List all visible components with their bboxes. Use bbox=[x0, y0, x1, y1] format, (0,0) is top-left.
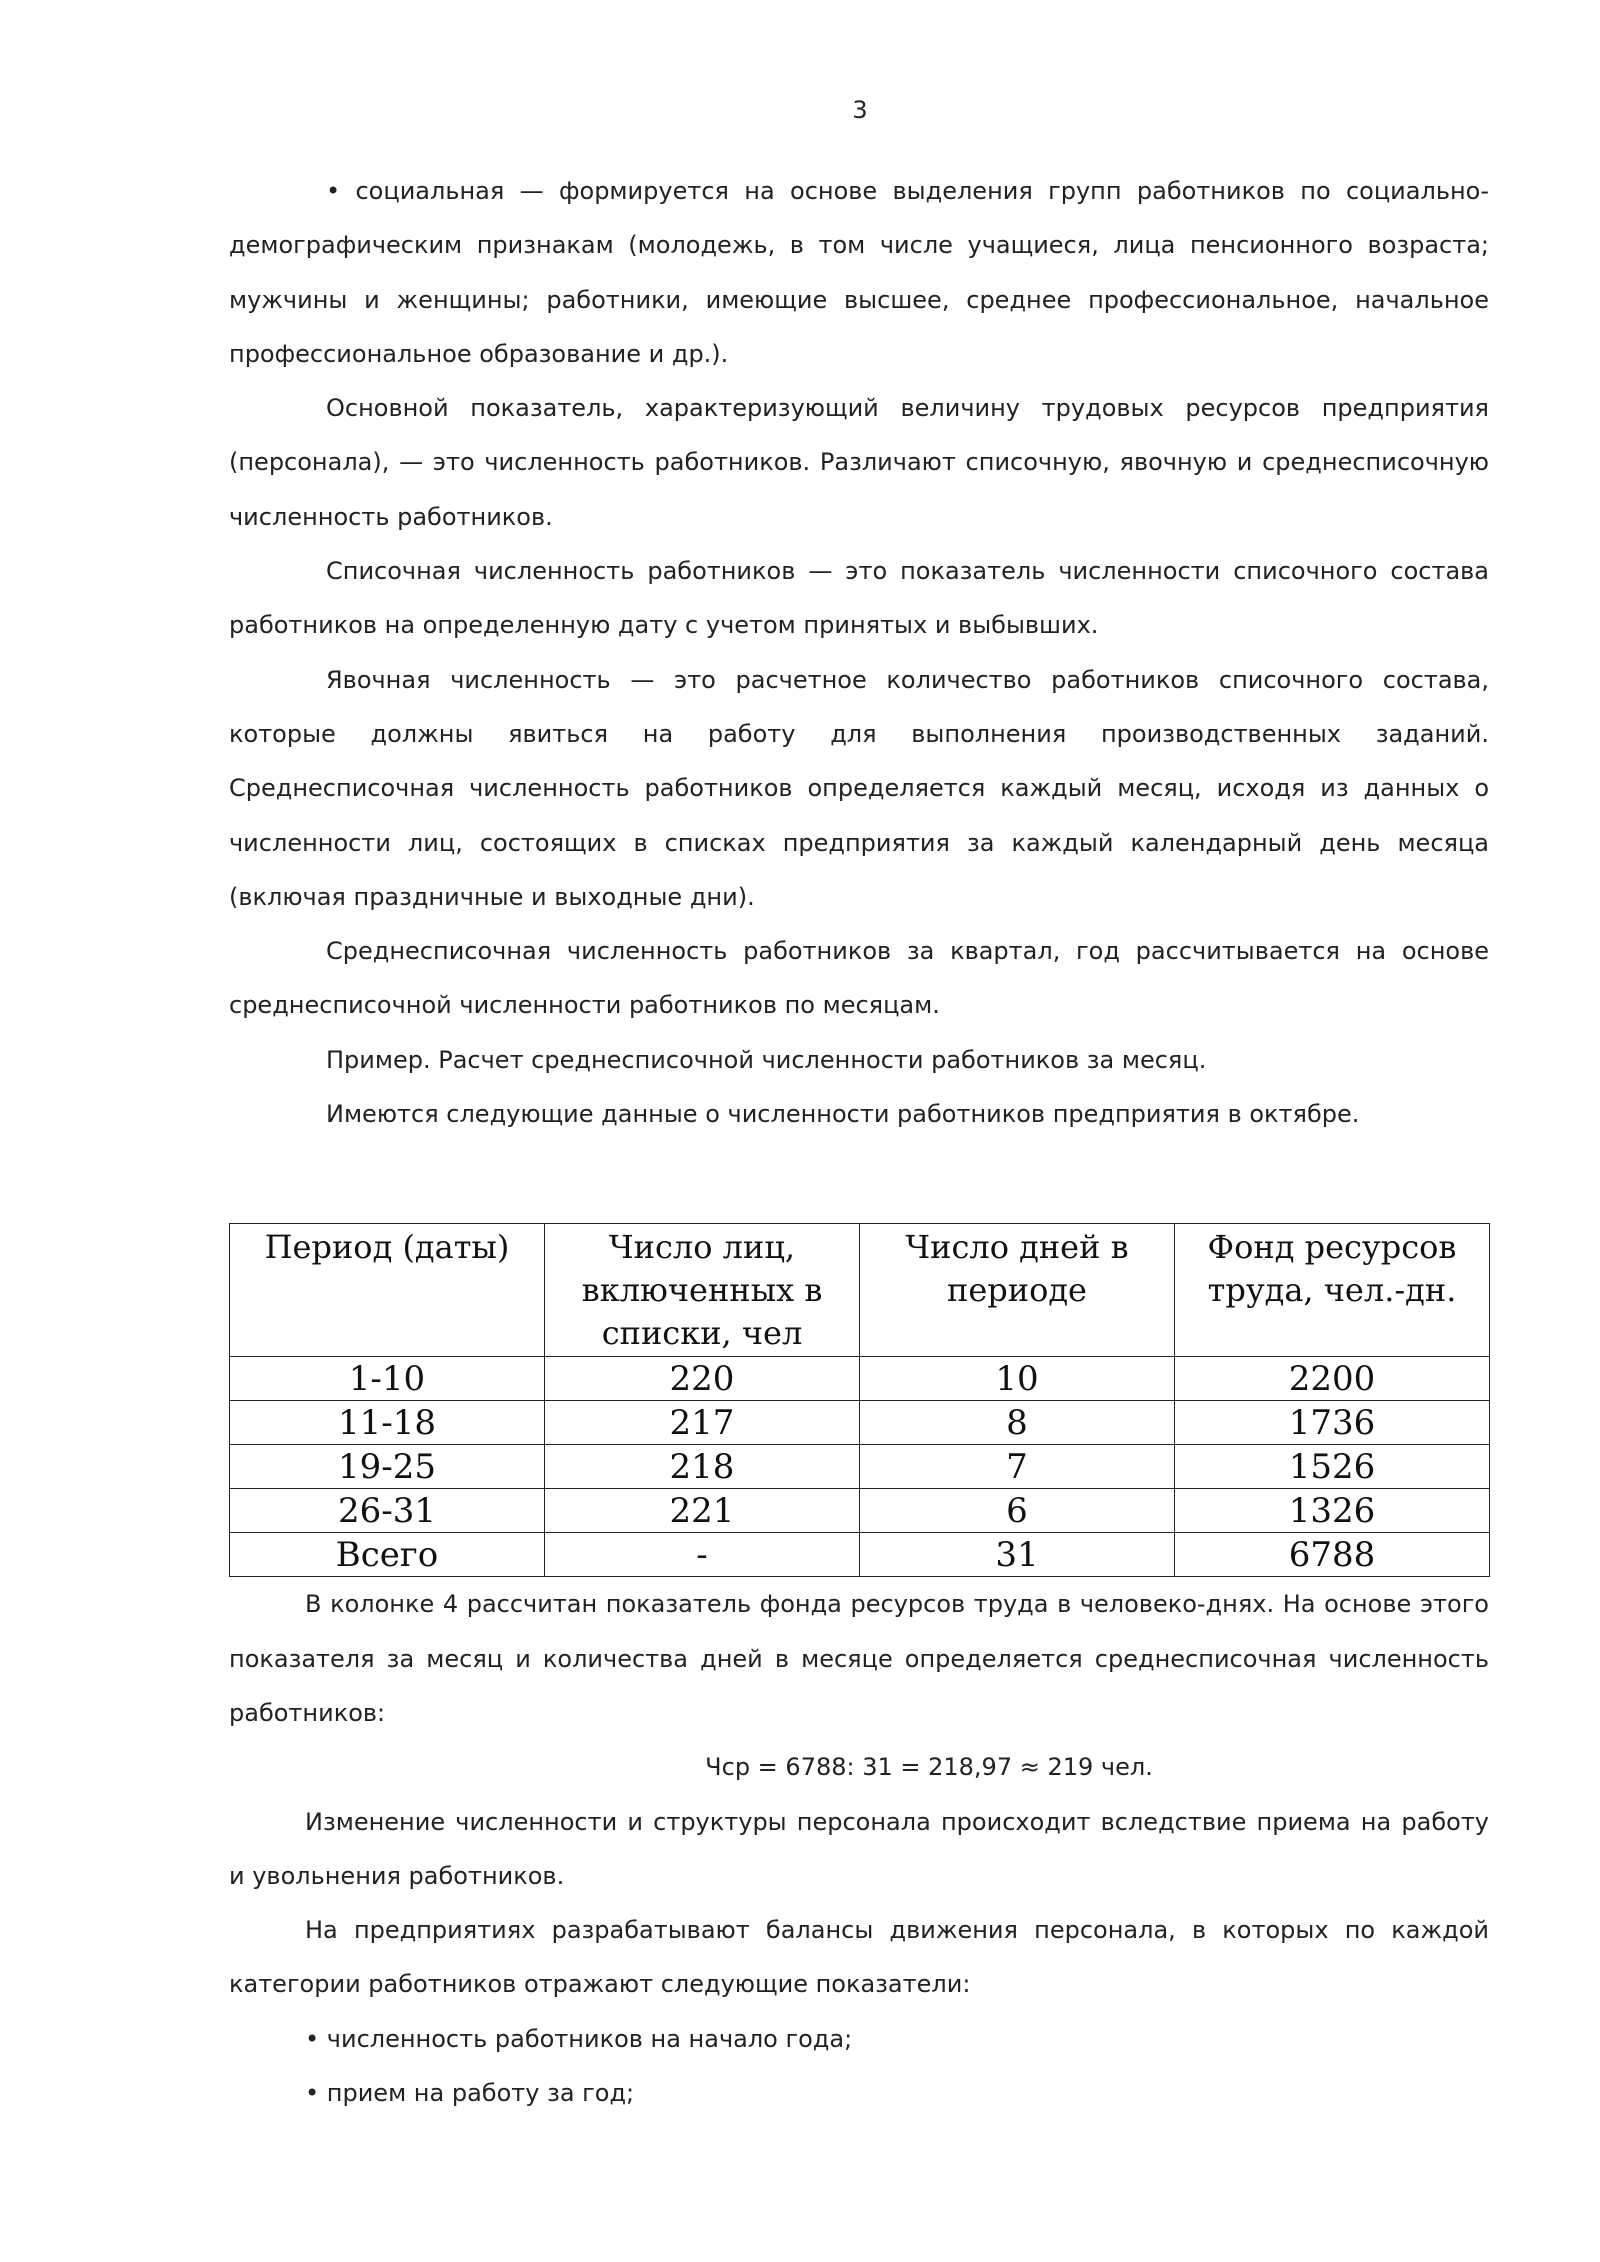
table-header-cell: Число лиц, включенных в списки, чел bbox=[545, 1224, 860, 1357]
table-cell: 1-10 bbox=[230, 1357, 545, 1401]
paragraph-example-intro: Имеются следующие данные о численности работников предприятия в октябре. bbox=[326, 1100, 1360, 1129]
table-row bbox=[230, 1357, 1490, 1401]
formula: Чср = 6788: 31 = 218,97 ≈ 219 чел. bbox=[705, 1753, 1153, 1782]
table-cell: 1526 bbox=[1175, 1445, 1490, 1489]
paragraph-staff-changes: Изменение численности и структуры персонала происходит вследствие приема на работу и увольнения работников. bbox=[229, 1807, 1489, 1890]
table-cell: 1736 bbox=[1175, 1401, 1490, 1445]
table-cell: 10 bbox=[860, 1357, 1175, 1401]
table-cell: 220 bbox=[545, 1357, 860, 1401]
bullet-item-hiring: • прием на работу за год; bbox=[305, 2079, 635, 2108]
table-row bbox=[230, 1401, 1490, 1445]
table-header-cell: Период (даты) bbox=[230, 1224, 545, 1357]
table-cell: 11-18 bbox=[230, 1401, 545, 1445]
document-body bbox=[229, 164, 1489, 2120]
table-cell: - bbox=[545, 1533, 860, 1577]
table-row bbox=[230, 1489, 1490, 1533]
table-row bbox=[230, 1445, 1490, 1489]
table-cell: 26-31 bbox=[230, 1489, 545, 1533]
table-cell: 221 bbox=[545, 1489, 860, 1533]
spacer bbox=[229, 1141, 1489, 1223]
table-cell: 6788 bbox=[1175, 1533, 1490, 1577]
table-total-row bbox=[230, 1533, 1490, 1577]
paragraph-column-four: В колонке 4 рассчитан показатель фонда ресурсов труда в человеко-днях. На основе этого показателя за месяц и количества дней в месяце определяется среднесписочная численность работников: bbox=[229, 1590, 1489, 1727]
table-cell: Всего bbox=[230, 1533, 545, 1577]
paragraph-list-headcount: Списочная численность работников — это показатель численности списочного состава работников на определенную дату с учетом принятых и выбывших. bbox=[229, 557, 1489, 640]
bullet-item-start-headcount: • численность работников на начало года; bbox=[305, 2024, 853, 2053]
page-number: 3 bbox=[852, 96, 868, 124]
paragraph-attendance-headcount: Явочная численность — это расчетное количество работников списочного состава, которые должны явиться на работу для выполнения производственных заданий. Среднесписочная численность работников определяется каждый месяц, исходя из данных о численности лиц, состоящих в списках предприятия за каждый календарный день месяца (включая праздничные и выходные дни). bbox=[229, 665, 1489, 911]
table-cell: 218 bbox=[545, 1445, 860, 1489]
table-cell: 7 bbox=[860, 1445, 1175, 1489]
table-cell: 19-25 bbox=[230, 1445, 545, 1489]
paragraph-main-indicator: Основной показатель, характеризующий величину трудовых ресурсов предприятия (персонала), — это численность работников. Различают списочную, явочную и среднесписочную численность работников. bbox=[229, 394, 1489, 531]
paragraph-average-quarter: Среднесписочная численность работников за квартал, год рассчитывается на основе среднесписочной численности работников по месяцам. bbox=[229, 937, 1489, 1020]
table-header-cell: Фонд ресурсов труда, чел.-дн. bbox=[1175, 1224, 1490, 1357]
table-cell: 2200 bbox=[1175, 1357, 1490, 1401]
paragraph-example-title: Пример. Расчет среднесписочной численности работников за месяц. bbox=[326, 1045, 1207, 1074]
paragraph-social-structure: • социальная — формируется на основе выделения групп работников по социально-демографическим признакам (молодежь, в том числе учащиеся, лица пенсионного возраста; мужчины и женщины; работники, имеющие высшее, среднее профессиональное, начальное профессиональное образование и др.). bbox=[229, 177, 1489, 368]
table-header-cell: Число дней в периоде bbox=[860, 1224, 1175, 1357]
headcount-table bbox=[229, 1223, 1490, 1577]
table-cell: 217 bbox=[545, 1401, 860, 1445]
table-cell: 6 bbox=[860, 1489, 1175, 1533]
table-cell: 8 bbox=[860, 1401, 1175, 1445]
table-header-row bbox=[230, 1224, 1490, 1357]
table-cell: 1326 bbox=[1175, 1489, 1490, 1533]
paragraph-balance-indicators: На предприятиях разрабатывают балансы движения персонала, в которых по каждой категории работников отражают следующие показатели: bbox=[229, 1916, 1489, 1999]
table-cell: 31 bbox=[860, 1533, 1175, 1577]
